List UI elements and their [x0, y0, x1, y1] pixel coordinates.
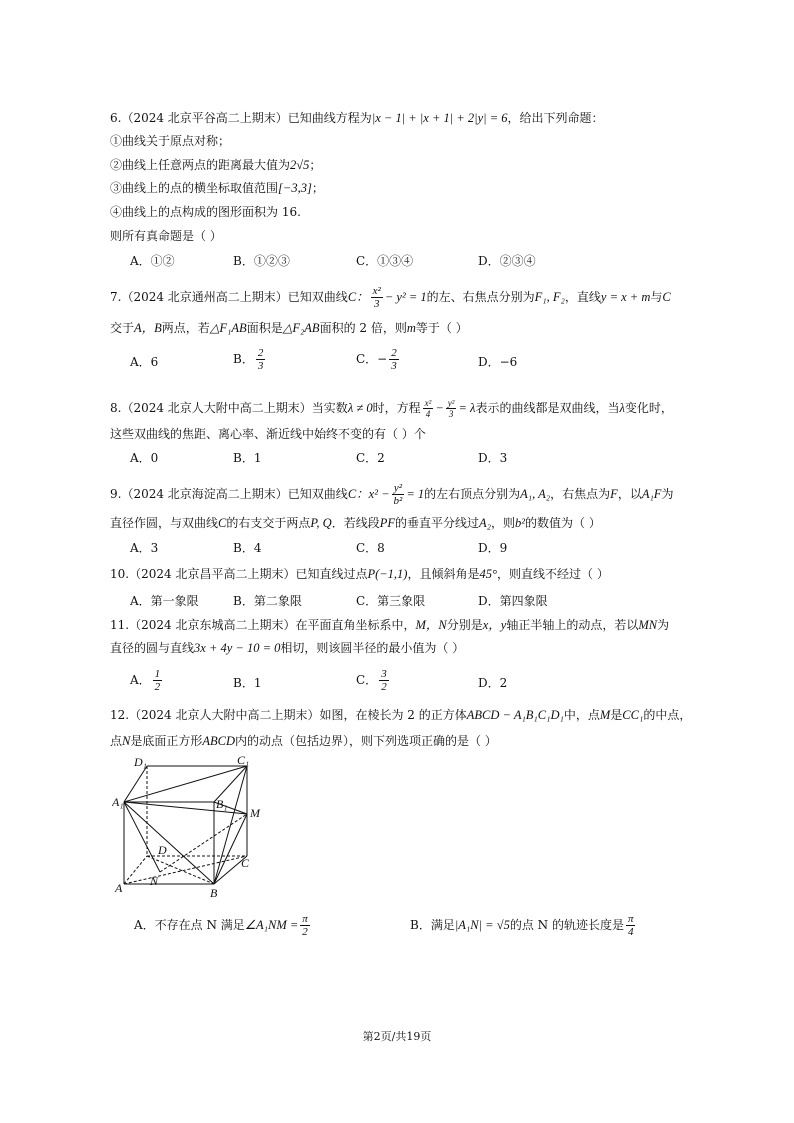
q7-option-b: [233, 347, 267, 372]
q12-opt-b-frac: [626, 913, 636, 938]
q6-stem-text: 6.（2024 北京平谷高二上期末）已知曲线方程为: [110, 111, 372, 125]
q9-frac-den: b²: [393, 495, 403, 507]
q11-stem-text: 11.（2024 北京东城高二上期末）在平面直角坐标系中，: [110, 618, 416, 632]
q11-mn2: MN: [638, 618, 658, 632]
q9-eq-rest: = 1: [406, 487, 425, 501]
q7-opt-c-num: 2: [391, 347, 397, 359]
q12-stem: [110, 707, 691, 723]
q12-abcd: ABCD: [202, 734, 236, 748]
q8-option-c: C．2: [356, 451, 385, 465]
q11-line2: [110, 640, 464, 656]
q9-stem-b: 的左右顶点分别为: [424, 487, 521, 501]
q12-cc1: CC₁: [622, 708, 644, 722]
label-d1: D₁: [134, 755, 147, 769]
q9-focus: F: [610, 487, 618, 501]
q9-stem-text: 9.（2024 北京海淀高二上期末）已知双曲线: [110, 487, 348, 501]
q11-opt-a-label: A．: [130, 673, 151, 687]
q12-option-b: [410, 913, 637, 938]
q12-option-a: [134, 913, 312, 938]
q8-stem: [110, 398, 673, 419]
label-a1: A₁: [112, 795, 124, 809]
q8-lambda: λ: [619, 401, 625, 415]
q9-stem-c: ，右焦点为: [550, 487, 611, 501]
q10-option-b: B．第二象限: [233, 594, 302, 608]
q7-opt-c-label: C．−: [356, 352, 388, 366]
q6-option-d: D．②③④: [478, 254, 536, 268]
q7-points: A，B: [134, 321, 162, 335]
q7-foci: F₁, F₂: [534, 290, 565, 304]
q7-opt-b-frac: [256, 347, 266, 372]
q6-proposition-4: ④曲线上的点构成的图形面积为 16.: [110, 205, 301, 219]
q9-l2-a: 直径作圆，与双曲线: [110, 516, 219, 530]
q12-stem-c: 是: [610, 708, 623, 722]
q12-stem-b: 中，点: [563, 708, 600, 722]
q12-opt-a-text: A．不存在点 N 满足: [134, 918, 245, 932]
q7-eq-rest: − y² = 1: [384, 290, 427, 304]
q6-equation: |x − 1| + |x + 1| + 2|y| = 6: [371, 111, 508, 125]
q10-point: P(−1,1): [367, 567, 408, 581]
label-d: D: [158, 843, 167, 857]
q6-stem: [110, 110, 604, 126]
q12-opt-b-den: 4: [627, 926, 634, 938]
q11-option-b: B．1: [233, 676, 262, 690]
q10-stem-b: ，且倾斜角是: [407, 567, 480, 581]
label-c: C: [241, 856, 250, 870]
q6-proposition-2: [110, 157, 321, 173]
q10-option-c: C．第三象限: [356, 594, 426, 608]
q12-l2-a: 点: [110, 734, 123, 748]
q6-p2-text: ②曲线上任意两点的距离最大值为: [110, 158, 291, 172]
q8-option-b: B．1: [233, 451, 262, 465]
q7-l2-b: 两点，若: [161, 321, 210, 335]
q7-stem-b: 的左、右焦点分别为: [426, 290, 535, 304]
q10-stem-text: 10.（2024 北京昌平高二上期末）已知直线过点: [110, 567, 368, 581]
q6-p3-text: ③曲线上的点的横坐标取值范围: [110, 181, 279, 195]
q9-stem-d: ，以: [617, 487, 642, 501]
q6-option-a: A．①②: [130, 254, 175, 268]
q7-stem-c: ，直线: [564, 290, 601, 304]
q7-option-d: D．−6: [478, 355, 518, 369]
q12-n: N: [122, 734, 131, 748]
q12-opt-a-num: π: [302, 913, 308, 925]
cube-figure: [112, 754, 272, 900]
q9-stem-e: 为: [661, 487, 674, 501]
q8-stem-text: 8.（2024 北京人大附中高二上期末）当实数: [110, 401, 348, 415]
q8-frac-2: [446, 398, 457, 419]
q9-option-c: C．8: [356, 541, 385, 555]
q7-var-m: m: [406, 321, 416, 335]
q11-opt-c-frac: [379, 668, 389, 693]
q8-frac-1: [423, 398, 434, 419]
q9-c2: C: [218, 516, 227, 530]
q9-option-b: B．4: [233, 541, 262, 555]
q11-opt-c-den: 2: [381, 681, 387, 693]
q9-stem: [110, 482, 673, 507]
q7-l2-d: 面积的 2 倍，则: [319, 321, 407, 335]
q7-triangle-1: △F₁AB: [209, 321, 247, 335]
q12-stem-text: 12.（2024 北京人大附中高二上期末）如图，在棱长为 2 的正方体: [110, 708, 467, 722]
label-m: M: [250, 806, 260, 820]
label-a: A: [115, 881, 123, 895]
q9-option-a: A．3: [130, 541, 159, 555]
q11-l2-b: 相切，则该圆半径的最小值为（ ）: [280, 641, 465, 655]
q6-option-b: B．①②③: [233, 254, 290, 268]
q8-f2-num: y²: [447, 398, 455, 408]
q11-opt-a-frac: [153, 668, 163, 693]
q11-option-c: [356, 668, 391, 693]
label-b1: B₁: [216, 797, 228, 811]
q11-stem-b: 分别是: [446, 618, 483, 632]
q7-frac-num: x²: [372, 285, 381, 297]
q9-line2: [110, 515, 601, 531]
q12-opt-a-math: ∠A₁NM =: [244, 918, 299, 932]
q7-frac-den: 3: [374, 298, 380, 310]
q12-opt-b-math: |A₁N| = √5: [454, 918, 510, 932]
q12-opt-a-den: 2: [302, 926, 308, 938]
q10-stem-c: ，则直线不经过（ ）: [497, 567, 609, 581]
q10-stem: [110, 566, 609, 582]
q7-line2: [110, 320, 468, 336]
q11-stem: [110, 617, 669, 633]
q12-opt-b-num: π: [627, 913, 634, 925]
q9-l2-b: 的右支交于两点: [226, 516, 311, 530]
q11-opt-c-num: 3: [381, 668, 387, 680]
q11-l2-a: 直径的圆与直线: [110, 641, 195, 655]
q12-line2: [110, 733, 497, 749]
q9-frac-num: y²: [392, 482, 405, 495]
q9-a1f: A₁F: [641, 487, 662, 501]
q9-a2: A₂: [479, 516, 491, 530]
q10-option-d: D．第四象限: [478, 594, 548, 608]
q12-cube: ABCD − A₁B₁C₁D₁: [466, 708, 564, 722]
q11-mn: M，N: [415, 618, 447, 632]
q8-f2-den: 3: [448, 409, 454, 419]
q11-opt-c-label: C．: [356, 673, 378, 687]
q12-opt-a-frac: [300, 913, 310, 938]
q7-option-a: A．6: [130, 355, 159, 369]
q7-curve-tail: C: [662, 290, 671, 304]
q9-b2: b²: [515, 516, 525, 530]
q11-line-eq: 3x + 4y − 10 = 0: [194, 641, 281, 655]
q7-opt-c-den: 3: [391, 360, 397, 372]
q11-stem-d: 为: [657, 618, 670, 632]
q8-stem-b: 时，方程: [372, 401, 421, 415]
q7-l2-c: 面积是: [246, 321, 283, 335]
q9-pf: PF: [379, 516, 395, 530]
q9-vertices: A₁, A₂: [520, 487, 551, 501]
q10-option-a: A．第一象限: [130, 594, 199, 608]
q7-curve-name: C：: [347, 290, 369, 304]
q6-proposition-1: ①曲线关于原点对称；: [110, 134, 231, 148]
label-c1: C₁: [237, 754, 250, 767]
q6-stem-tail: ，给出下列命题：: [507, 111, 604, 125]
q11-opt-a-num: 1: [154, 668, 161, 680]
q8-eq: = λ: [458, 401, 476, 415]
q9-curve: C：x² −: [347, 487, 390, 501]
q6-p3-tail: ；: [311, 181, 324, 195]
q11-option-a: [130, 668, 164, 693]
q7-l2-e: 等于（ ）: [415, 321, 468, 335]
q11-opt-a-den: 2: [154, 681, 161, 693]
q7-fraction: [371, 285, 383, 310]
q8-option-a: A．0: [130, 451, 159, 465]
q11-stem-c: 轴正半轴上的动点，若以: [506, 618, 639, 632]
q7-option-c: [356, 347, 401, 372]
q8-option-d: D．3: [478, 451, 508, 465]
q8-line2: 这些双曲线的焦距、离心率、渐近线中始终不变的有（ ）个: [110, 427, 426, 441]
q9-l2-d: 的垂直平分线过: [394, 516, 479, 530]
q9-l2-c: ．若线段: [331, 516, 380, 530]
q7-line-eq: y = x + m: [600, 290, 651, 304]
q9-l2-f: 的数值为（ ）: [525, 516, 601, 530]
q12-l2-b: 是底面正方形: [130, 734, 203, 748]
q6-proposition-3: [110, 180, 324, 196]
q10-angle: 45°: [479, 567, 497, 581]
q8-minus: −: [435, 401, 444, 415]
q7-stem: [110, 285, 671, 310]
q6-p2-math: 2√5: [290, 158, 310, 172]
q6-p2-tail: ；: [309, 158, 322, 172]
q9-option-d: D．9: [478, 541, 508, 555]
q11-xy: x，y: [482, 618, 507, 632]
q12-l2-c: 内的动点（包括边界），则下列选项正确的是（ ）: [235, 734, 497, 748]
q12-stem-d: 的中点，: [643, 708, 692, 722]
q9-pq: P, Q: [310, 516, 332, 530]
q6-ask: 则所有真命题是（ ）: [110, 229, 222, 243]
q9-l2-e: ，则: [490, 516, 515, 530]
q7-opt-b-label: B．: [233, 352, 254, 366]
q9-fraction: [392, 482, 405, 507]
q7-l2-a: 交于: [110, 321, 135, 335]
q8-condition: λ ≠ 0: [347, 401, 373, 415]
label-n: N: [150, 874, 159, 888]
page-footer: 第2页/共19页: [362, 1030, 432, 1043]
q8-f1-den: 4: [425, 409, 431, 419]
q7-opt-c-frac: [389, 347, 399, 372]
label-b: B: [210, 886, 218, 900]
q8-f1-num: x²: [424, 398, 432, 408]
q12-m: M: [599, 708, 611, 722]
q12-opt-b-text2: 的点 N 的轨迹长度是: [509, 918, 624, 932]
q7-opt-b-den: 3: [257, 360, 264, 372]
q7-stem-d: 与: [650, 290, 663, 304]
q8-stem-c: 表示的曲线都是双曲线，当: [475, 401, 620, 415]
q8-stem-d: 变化时，: [624, 401, 673, 415]
q12-opt-b-text: B．满足: [410, 918, 455, 932]
q7-stem-text: 7.（2024 北京通州高二上期末）已知双曲线: [110, 290, 348, 304]
q7-triangle-2: △F₂AB: [282, 321, 320, 335]
q6-p3-math: [−3,3]: [278, 181, 312, 195]
q7-opt-b-num: 2: [257, 347, 264, 359]
q6-option-c: C．①③④: [356, 254, 414, 268]
q11-option-d: D．2: [478, 676, 508, 690]
